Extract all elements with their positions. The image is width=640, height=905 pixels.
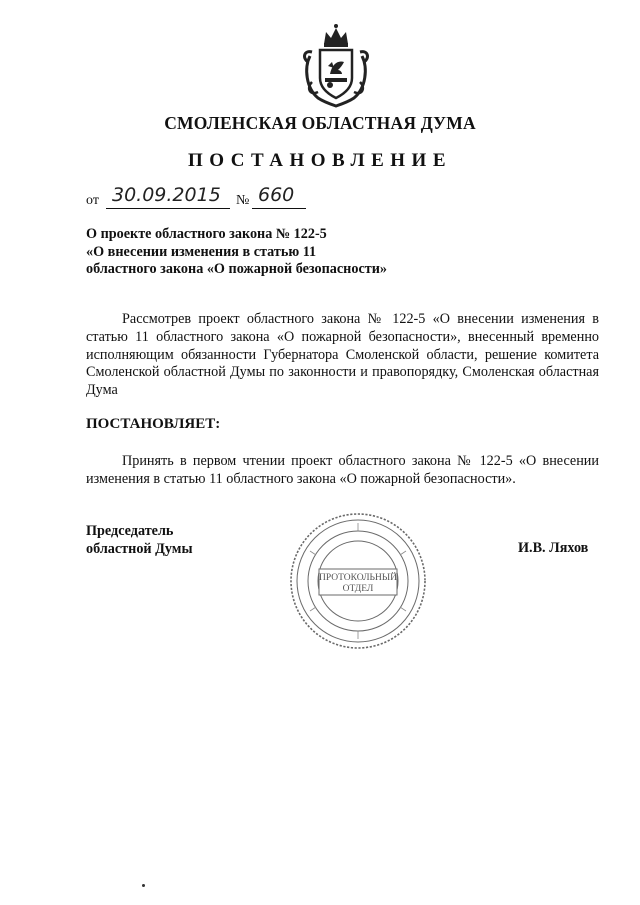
coat-of-arms-icon bbox=[300, 22, 372, 108]
signatory-name: И.В. Ляхов bbox=[518, 540, 589, 556]
document-type-title: ПОСТАНОВЛЕНИЕ bbox=[187, 150, 453, 171]
subject-line: «О внесении изменения в статью 11 bbox=[86, 243, 317, 260]
handwritten-number: 660 bbox=[258, 184, 295, 206]
scan-speck bbox=[142, 884, 145, 887]
preamble-paragraph: Рассмотрев проект областного закона № 122-5 «О внесении изменения в статью 11 областного закона «О пожарной безопасности», внесенный временно исполняющим обязанности Губернатора Смоленской области, решение комитета Смоленской областной Думы по законности и правопорядку, Смоленская областная Дума bbox=[86, 311, 599, 399]
date-from-label: от bbox=[86, 193, 99, 208]
organization-title: СМОЛЕНСКАЯ ОБЛАСТНАЯ ДУМА bbox=[164, 113, 476, 133]
stamp-center-line: ПРОТОКОЛЬНЫЙ bbox=[318, 573, 398, 583]
date-underline bbox=[106, 208, 230, 209]
signatory-title bbox=[86, 522, 193, 558]
date-number-line bbox=[86, 184, 506, 210]
signatory-title-line: областной Думы bbox=[86, 541, 193, 557]
number-label: № bbox=[236, 193, 250, 208]
handwritten-date: 30.09.2015 bbox=[112, 184, 221, 206]
official-stamp bbox=[288, 511, 428, 651]
number-underline bbox=[252, 208, 306, 209]
resolves-heading: ПОСТАНОВЛЯЕТ: bbox=[86, 416, 221, 432]
decision-paragraph: Принять в первом чтении проект областного закона № 122-5 «О внесении изменения в статью 11 областного закона «О пожарной безопасности». bbox=[86, 453, 599, 487]
subject-line: О проекте областного закона № 122-5 bbox=[86, 226, 327, 242]
document-subject bbox=[86, 226, 387, 279]
subject-line: областного закона «О пожарной безопасности» bbox=[86, 261, 387, 277]
stamp-center-line: ОТДЕЛ bbox=[342, 584, 374, 594]
signatory-title-line: Председатель bbox=[86, 523, 174, 539]
